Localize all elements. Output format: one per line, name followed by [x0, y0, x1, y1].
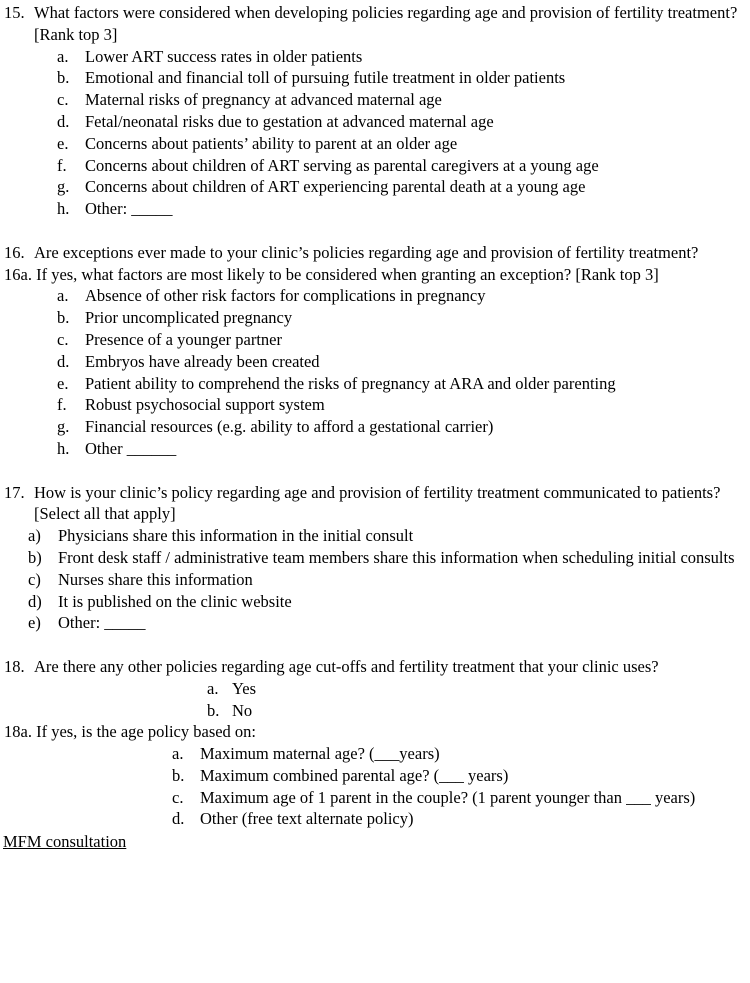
option-label-with-blank: Maximum maternal age? (___years)	[200, 744, 440, 764]
question-15-text: What factors were considered when developing policies regarding age and provision of fertility treatment? [Rank top 3]	[34, 3, 738, 44]
option-label: Other (free text alternate policy)	[200, 809, 414, 829]
option-marker: h.	[57, 438, 70, 458]
option-item[interactable]	[0, 525, 750, 547]
option-label-with-blank: Other ______	[85, 438, 177, 458]
spacer	[0, 460, 750, 482]
section-heading-label: MFM consultation	[3, 832, 127, 852]
spacer	[0, 634, 750, 656]
question-18a	[4, 721, 750, 743]
option-marker: g.	[57, 417, 70, 437]
option-item[interactable]	[0, 46, 750, 68]
option-label: Front desk staff / administrative team members share this information when scheduling initial consults	[58, 547, 735, 567]
question-16a	[4, 264, 750, 286]
question-17-text: How is your clinic’s policy regarding age and provision of fertility treatment communicated to patients? [Select all that apply]	[34, 482, 721, 524]
option-marker: e.	[57, 133, 69, 153]
option-label: It is published on the clinic website	[58, 591, 292, 611]
option-item[interactable]	[0, 394, 750, 416]
question-15-options	[0, 46, 750, 220]
option-marker: d.	[57, 351, 70, 371]
question-18	[4, 656, 750, 678]
option-marker: b.	[57, 68, 70, 88]
option-item[interactable]	[0, 591, 750, 613]
option-item[interactable]	[0, 438, 750, 460]
option-label: Robust psychosocial support system	[85, 395, 325, 415]
question-16a-text: If yes, what factors are most likely to be considered when granting an exception? [Rank top 3]	[36, 264, 659, 284]
option-item[interactable]	[0, 373, 750, 395]
option-item[interactable]	[0, 547, 750, 569]
option-item[interactable]	[0, 787, 750, 809]
option-label: Yes	[232, 678, 257, 698]
option-label-with-blank: Other: _____	[85, 199, 173, 219]
question-18-text: Are there any other policies regarding age cut-offs and fertility treatment that your clinic uses?	[34, 656, 659, 676]
option-item[interactable]	[0, 198, 750, 220]
question-16a-options	[0, 285, 750, 459]
option-label: No	[232, 700, 253, 720]
option-label: Maternal risks of pregnancy at advanced maternal age	[85, 90, 442, 110]
spacer	[0, 220, 750, 242]
question-18-number: 18.	[4, 656, 25, 676]
option-marker: d.	[172, 809, 185, 829]
question-16a-number: 16a.	[4, 264, 37, 284]
option-item[interactable]	[0, 700, 750, 722]
option-marker: d.	[57, 111, 70, 131]
option-label: Financial resources (e.g. ability to afford a gestational carrier)	[85, 417, 494, 437]
option-marker: c.	[57, 90, 69, 110]
option-label: Physicians share this information in the initial consult	[58, 526, 414, 546]
option-marker: c.	[172, 787, 184, 807]
option-item[interactable]	[0, 329, 750, 351]
option-marker: b.	[57, 308, 70, 328]
option-label: Patient ability to comprehend the risks of pregnancy at ARA and older parenting	[85, 373, 616, 393]
option-item[interactable]	[0, 155, 750, 177]
option-label-with-blank: Maximum combined parental age? (___ years)	[200, 765, 509, 785]
option-label: Emotional and financial toll of pursuing futile treatment in older patients	[85, 68, 566, 88]
option-label: Prior uncomplicated pregnancy	[85, 308, 293, 328]
option-label: Presence of a younger partner	[85, 329, 282, 349]
question-17-number: 17.	[4, 482, 25, 502]
option-marker: f.	[57, 395, 67, 415]
option-item[interactable]	[0, 743, 750, 765]
question-18a-options	[0, 743, 750, 830]
question-16	[4, 242, 750, 264]
question-15-number: 15.	[4, 3, 25, 22]
option-item[interactable]	[0, 351, 750, 373]
option-label: Embryos have already been created	[85, 351, 320, 371]
option-label: Concerns about patients’ ability to parent at an older age	[85, 133, 458, 153]
question-17-options	[0, 525, 750, 634]
option-marker: b)	[28, 547, 42, 567]
option-marker: g.	[57, 177, 70, 197]
section-heading-mfm-consultation	[3, 830, 750, 853]
option-label-with-blank: Other: _____	[58, 613, 146, 633]
option-item[interactable]	[0, 612, 750, 634]
option-item[interactable]	[0, 808, 750, 830]
option-label: Nurses share this information	[58, 569, 253, 589]
question-16-number: 16.	[4, 242, 25, 262]
option-label-with-blank: Maximum age of 1 parent in the couple? (1 parent younger than ___ years)	[200, 787, 696, 807]
option-marker: a.	[57, 286, 69, 306]
option-item[interactable]	[0, 176, 750, 198]
question-18a-number: 18a.	[4, 722, 37, 742]
option-marker: a)	[28, 526, 41, 546]
option-item[interactable]	[0, 416, 750, 438]
question-17	[4, 482, 750, 526]
option-marker: f.	[57, 155, 67, 175]
option-item[interactable]	[0, 285, 750, 307]
option-marker: b.	[207, 700, 220, 720]
question-16-text: Are exceptions ever made to your clinic’s policies regarding age and provision of fertility treatment?	[34, 242, 699, 262]
option-label: Absence of other risk factors for complications in pregnancy	[85, 286, 486, 306]
question-18-options	[0, 678, 750, 722]
option-item[interactable]	[0, 133, 750, 155]
option-item[interactable]	[0, 678, 750, 700]
option-item[interactable]	[0, 307, 750, 329]
option-marker: e.	[57, 373, 69, 393]
option-label: Concerns about children of ART serving as parental caregivers at a young age	[85, 155, 599, 175]
option-marker: c.	[57, 329, 69, 349]
option-item[interactable]	[0, 111, 750, 133]
option-label: Concerns about children of ART experiencing parental death at a young age	[85, 177, 586, 197]
option-marker: c)	[28, 569, 41, 589]
option-label: Fetal/neonatal risks due to gestation at advanced maternal age	[85, 111, 494, 131]
option-marker: d)	[28, 591, 42, 611]
option-marker: a.	[172, 744, 184, 764]
option-label: Lower ART success rates in older patients	[85, 46, 363, 66]
option-marker: a.	[207, 678, 219, 698]
option-marker: a.	[57, 46, 69, 66]
question-15	[4, 2, 750, 46]
option-item[interactable]	[0, 67, 750, 89]
question-18a-text: If yes, is the age policy based on:	[36, 722, 257, 742]
option-marker: e)	[28, 613, 41, 633]
option-item[interactable]	[0, 89, 750, 111]
option-item[interactable]	[0, 569, 750, 591]
option-marker: h.	[57, 199, 70, 219]
option-marker: b.	[172, 765, 185, 785]
option-item[interactable]	[0, 765, 750, 787]
